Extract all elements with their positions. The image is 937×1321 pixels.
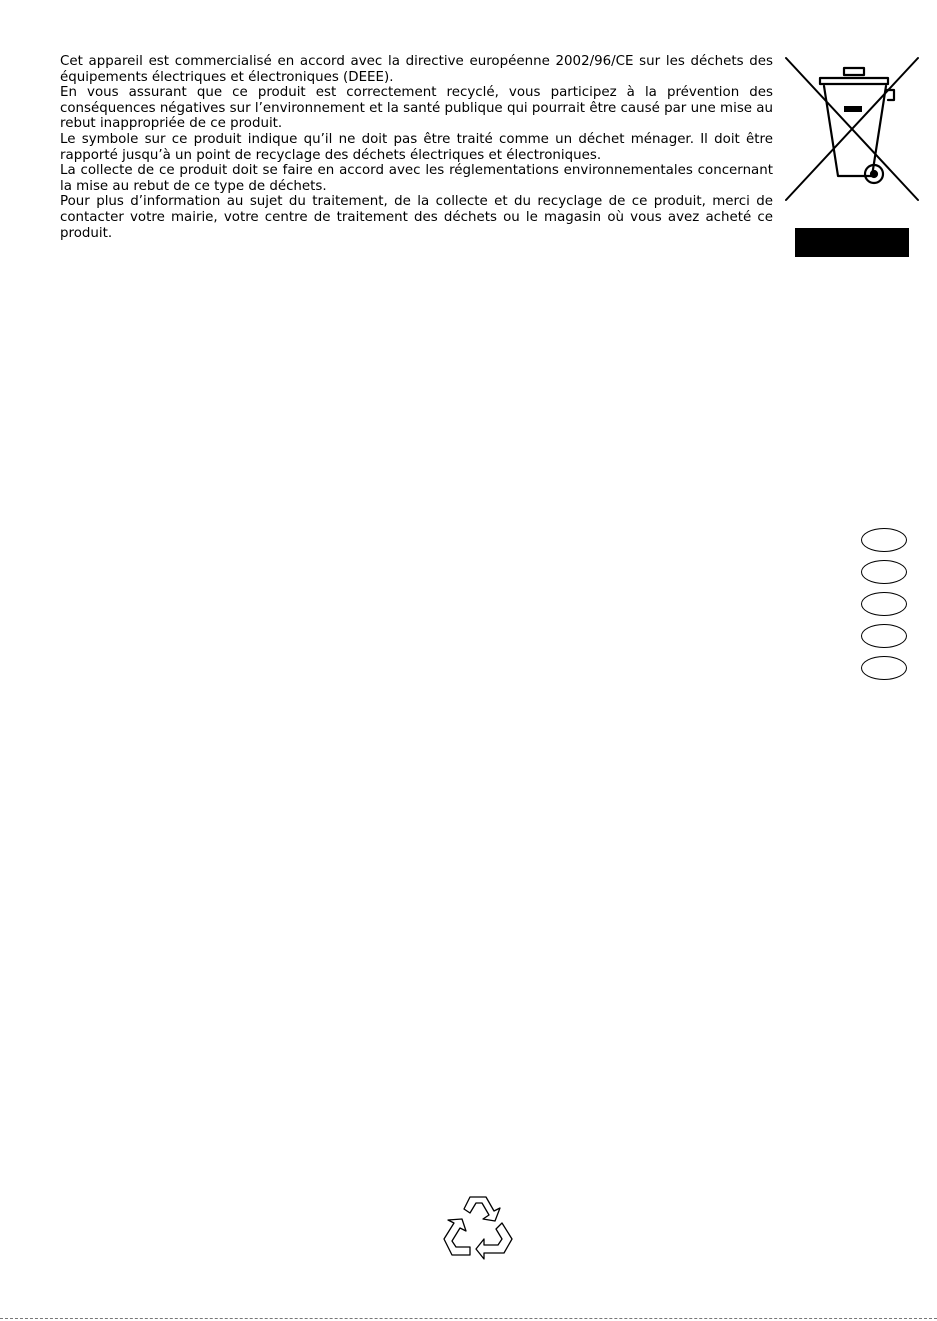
paragraph-recycling-benefits: En vous assurant que ce produit est correctement recyclé, vous participez à la prévention des conséquences négatives sur l’environnement et la santé publique qui pourrait être causé par une mise au rebut inappropriée de ce produit. (60, 85, 773, 132)
oval-group (861, 528, 907, 688)
empty-oval-icon (861, 624, 907, 648)
paragraph-directive: Cet appareil est commercialisé en accord avec la directive européenne 2002/96/CE sur les déchets des équipements électriques et électroniques (DEEE). (60, 54, 773, 85)
paragraph-collection-rules: La collecte de ce produit doit se faire en accord avec les réglementations environnementales concernant la mise au rebut de ce type de déchets. (60, 163, 773, 194)
paragraph-symbol-meaning: Le symbole sur ce produit indique qu’il ne doit pas être traité comme un déchet ménager. Il doit être rapporté jusqu’à un point de recyclage des déchets électriques et électroniques. (60, 131, 773, 163)
crossed-out-wheelie-bin-icon (782, 54, 922, 204)
paragraph-more-information: Pour plus d’information au sujet du traitement, de la collecte et du recyclage de ce produit, merci de contacter votre mairie, votre centre de traitement des déchets ou le magasin où vous avez acheté ce produit. (60, 194, 773, 241)
recycle-icon (440, 1193, 514, 1263)
empty-oval-icon (861, 592, 907, 616)
empty-oval-icon (861, 528, 907, 552)
empty-oval-icon (861, 560, 907, 584)
black-bar (795, 228, 909, 257)
empty-oval-icon (861, 656, 907, 680)
page-bottom-divider (0, 1318, 937, 1319)
weee-notice-text (60, 54, 773, 241)
